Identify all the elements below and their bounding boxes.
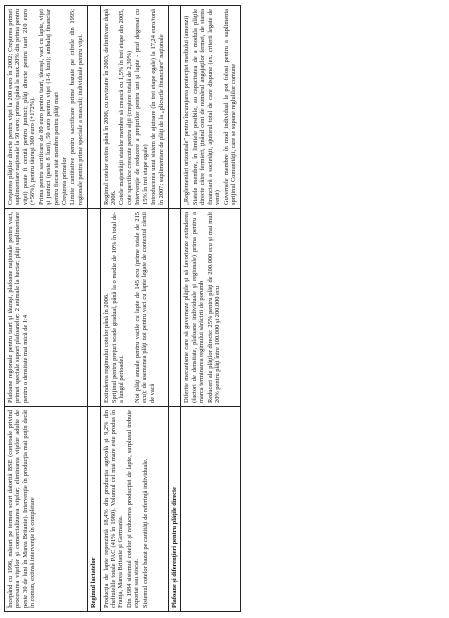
cell-paragraph: Producţia de lapte reprezintă 18,4% din producţia agricolă şi 9,2% din cheltuielile totale PAC (41% în 1980). Volumul cel mai mare este produs în Franţa, Marea Britanie şi Germania. — [102, 410, 125, 608]
cell-paragraph: Regimul cotelor extins până în 2006, cu revizuire în 2003, definitivare după 2006. — [102, 9, 118, 205]
cell-paragraph: Sistemul cotelor bazat pe cantităţi de referinţă individuale. — [141, 458, 149, 608]
policy-comparison-table — [4, 5, 241, 612]
table-cell-situation — [5, 407, 88, 612]
table-cell-situation — [100, 407, 168, 612]
cell-paragraph: Limite cantitative pentru sacrificare prime bazate pe cifrele din 1995; regionale pentru prime speciale a masculi; individuale pentru viţei. — [69, 9, 84, 205]
table-cell-agenda2000 — [181, 209, 241, 407]
table-cell-reform — [181, 6, 241, 209]
cell-paragraph: Creşterea primelor — [60, 157, 68, 205]
cell-paragraph: Introducerea unui sistem de ajutoare (în trei etape egale) la 17,24 euro/tonă în 2007; suplimentare de plăţi de la „plicurile financiare" naţionale — [150, 9, 165, 205]
table-cell-agenda2000 — [5, 209, 88, 407]
table-row — [181, 6, 241, 612]
table-row — [5, 6, 88, 612]
cell-paragraph: Prima pentru sacrificare de 80 euro pentru tauri, tăuraşi, vaci cu lapte, viţei şi juninci (peste 8 luni), 50 euro pentru viţei (1-6 luni); ambalaj financiar pentru fiecare stat membru pentru plăţi mari — [37, 9, 60, 205]
cell-paragraph: Sprijinul pentru preţuri scade gradual, până la o medie de 10% în total de-a lungul perioadei. — [111, 212, 126, 403]
table-cell-situation — [181, 407, 241, 612]
section-empty-cell — [88, 209, 100, 407]
section-title-dairy: Regimul lactatelor — [88, 407, 100, 612]
table-cell-agenda2000 — [100, 209, 168, 407]
cell-paragraph: „Reglementări orizontale" pentru încurajarea protecţiei mediului (amenzi) — [183, 15, 191, 205]
cell-paragraph: Guvernele membre în mod individual le pot folosi pentru a suplimenta sprijinul Comunităţii, care se supune reglulilor comune — [222, 9, 237, 205]
section-empty-cell — [169, 6, 181, 209]
cell-paragraph: Diferite mecanisme care să guverneze plăţile şi să favorizeze extinderea (factori de densitate, plafoane individuale şi regionale) prima pentru a marca terminarea regimului sărăcirii de porumb — [183, 212, 206, 403]
cell-paragraph: Din 1984 sistemul cotelor şi reducerea producţiei de lapte, surplusul trebuie exportat sau stocat. — [125, 410, 141, 608]
table-row — [100, 6, 168, 612]
section-empty-cell — [169, 209, 181, 407]
cell-paragraph: Intervenţie de reducere a preţurilor pentru unt şi lapte - praf degresat cu 15% în trei etape egale) — [134, 9, 149, 205]
cell-paragraph: Statele membre, în limitele posibile, au capacitatea de a modula plăţile directe către fermieri, ţinând cont de numărul angajaţilor fermei, de starea financiară a societăţii, ajutorul total de care dispune (ex. criterii legate de venit) — [191, 9, 222, 205]
table-cell-reform — [100, 6, 168, 209]
section-header-row — [169, 6, 181, 612]
cell-paragraph: Plafoane regionale pentru tauri şi tăuraşi, plafoane naţionale pentru vaci, primei speciale suport plafoanelor: 2 animale la hectar; plăţi suplimentare pentru o densitate mai mică de 1:4 — [7, 212, 29, 403]
cell-paragraph: Cotele majorităţii statelor membre să crească cu 1,5% în trei etape din 2005, cote specifice crescute pentru alţii (creştere totală de 2,39%) — [118, 9, 133, 205]
table-cell-reform — [5, 6, 88, 209]
cell-paragraph: Creşterea plăţilor directe pentru viţei la 200 euro în 2002; Creşterea primei suplimentare naţionale la 50 euro; prima (până la max.20% din prima pentru viţei) poate fi cerută pentru juninci; plăţi directe pentru tauri 210 euro (+56%), pentru tăuraşi 300 euro (+172%). — [7, 9, 37, 205]
section-empty-cell — [88, 6, 100, 209]
cell-spacer — [127, 212, 133, 403]
cell-paragraph: Noi plăţi anuale pentru vacile cu lapte de 145 ecu (prime totale de 215 ecu); de asemenea plăţi noi pentru vaci cu lapte legate de contextul cărnii de vacă — [133, 212, 156, 403]
cell-paragraph: Reduceri ale plăţilor directe: 25% pentru plăţi de 200.000 ecu şi mai mult 20% pentru plăţi între 100.000 şi 200.000 ecu — [206, 212, 222, 403]
cell-paragraph: Începând cu 1996, măsuri pe termen scurt datorită BSE (controale privind procesarea viţeilor şi comercializarea viţelor; eliminarea viţelor adulte de peste 30 de luni în Marea Britanie). Intervenţie în producţia mai puţin decât în comun, extinsă intervenţie în completare — [7, 410, 37, 608]
section-title-ceilings: Plafoane şi diferenţieri pentru plăţile directe — [169, 407, 181, 612]
cell-paragraph: Extinderea regimului cotelor până în 2006. — [102, 293, 110, 403]
section-header-row — [88, 6, 100, 612]
